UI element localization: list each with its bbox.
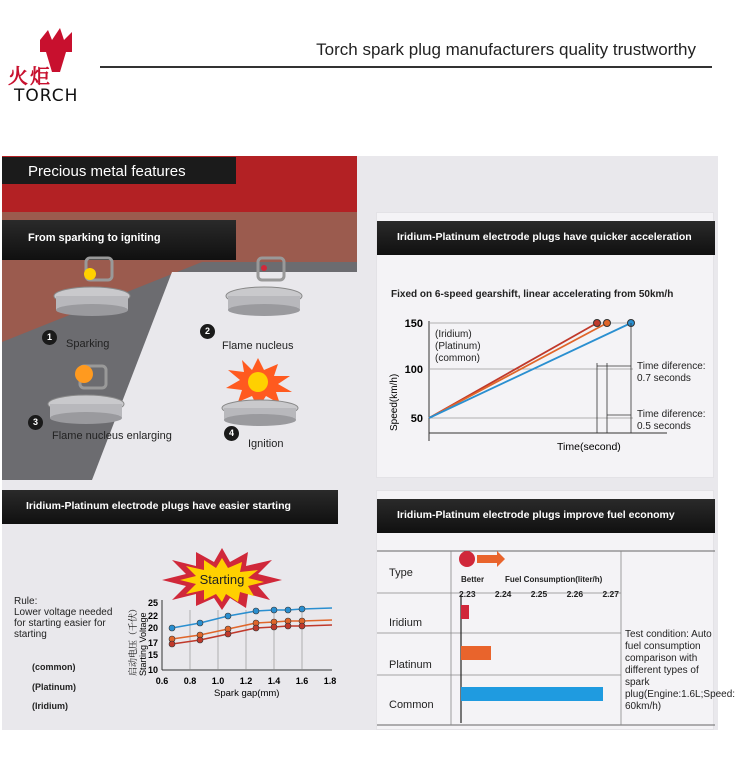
point-iridium	[594, 320, 601, 327]
ytick-10: 10	[147, 665, 158, 675]
igniting-panel	[2, 212, 357, 480]
spark-plug-4	[218, 358, 302, 430]
fuel-economy-panel	[376, 490, 735, 730]
legend-iridium: (Iridium)	[435, 329, 472, 340]
legend-common: (common)	[435, 353, 481, 364]
point-platinum	[604, 320, 611, 327]
better-label: Better	[461, 575, 485, 584]
bar-iridium	[461, 605, 469, 619]
step-2-label: Flame nucleus	[222, 340, 294, 352]
starting-panel	[2, 490, 357, 730]
legend-platinum: (Platinum)	[435, 341, 481, 352]
step-4-number: 4	[224, 426, 239, 441]
ytick-25: 25	[147, 598, 158, 608]
fuel-economy-heading: Iridium-Platinum electrode plugs improve fuel economy	[377, 499, 715, 533]
y-tick-50: 50	[410, 413, 423, 425]
step-2-number: 2	[200, 324, 215, 339]
starting-xlabel: Spark gap(mm)	[214, 688, 280, 699]
acceleration-xlabel: Time(second)	[557, 441, 621, 453]
acceleration-chart	[377, 303, 715, 479]
row-label-iridium: Iridium	[389, 617, 423, 629]
fuel-consumption-label: Fuel Consumption(liter/h)	[505, 575, 603, 584]
poster-title: Precious metal features	[2, 157, 236, 184]
bar-common	[461, 687, 603, 701]
column-type: Type	[389, 567, 413, 579]
starting-ylabel: Starting Voltage	[138, 612, 148, 676]
step-3-number: 3	[28, 415, 43, 430]
row-label-common: Common	[389, 699, 434, 711]
acceleration-panel	[376, 212, 714, 478]
y-tick-150: 150	[404, 318, 423, 330]
time-difference-note-1: Time diference: 0.7 seconds	[637, 361, 706, 384]
y-tick-100: 100	[404, 364, 423, 376]
logo-chinese-text: 火炬	[8, 66, 52, 88]
step-1-label: Sparking	[66, 338, 110, 350]
acceleration-heading: Iridium-Platinum electrode plugs have quicker acceleration	[377, 221, 715, 255]
logo-text: TORCH	[14, 86, 79, 106]
starting-rule: Rule: Lower voltage needed for starting easier for starting	[14, 596, 113, 640]
test-condition: Test condition: Auto fuel consumption comparison with different types of spark plug(Engine:1.6L;Speed: 60km/h)	[625, 629, 735, 712]
starting-legend-iridium: (Iridium)	[32, 701, 68, 711]
acceleration-legend	[435, 329, 481, 365]
xtick-18: 1.8	[323, 676, 337, 686]
better-indicator-icon	[459, 551, 475, 567]
starting-legend-common: (common)	[32, 662, 76, 672]
igniting-heading: From sparking to igniting	[2, 220, 236, 260]
bar-platinum	[461, 646, 491, 660]
spark-plug-1	[52, 252, 132, 322]
acceleration-ylabel: Speed(km/h)	[389, 373, 400, 431]
starting-burst-label: Starting	[199, 572, 245, 587]
header-divider	[100, 66, 712, 68]
xtick-14: 1.4	[267, 676, 281, 686]
xtick-10: 1.0	[211, 676, 225, 686]
starting-heading: Iridium-Platinum electrode plugs have easier starting	[2, 490, 338, 524]
xtick-12: 1.2	[239, 676, 253, 686]
step-4-label: Ignition	[248, 438, 284, 450]
starting-legend-platinum: (Platinum)	[32, 682, 76, 692]
acceleration-subtitle: Fixed on 6-speed gearshift, linear accelerating from 50km/h	[391, 289, 674, 300]
row-label-platinum: Platinum	[389, 659, 432, 671]
ytick-15: 15	[147, 650, 158, 660]
spark-plug-2	[224, 252, 304, 322]
starting-line-iridium	[172, 625, 332, 644]
ytick-22: 22	[147, 611, 158, 621]
better-arrow-icon	[477, 551, 505, 567]
spark-plug-3	[46, 360, 126, 430]
fuel-scale: 2.23 2.24 2.25 2.26 2.27	[459, 589, 619, 599]
page-tagline: Torch spark plug manufacturers quality trustworthy	[316, 40, 696, 59]
time-difference-note-2: Time diference: 0.5 seconds	[637, 409, 706, 432]
ytick-17: 17	[147, 638, 158, 648]
ytick-20: 20	[147, 623, 158, 633]
starting-ylabel-cn: 启动电压（千伏）	[128, 603, 138, 676]
xtick-16: 1.6	[295, 676, 309, 686]
xtick-08: 0.8	[183, 676, 197, 686]
xtick-06: 0.6	[155, 676, 169, 686]
starting-chart	[122, 596, 357, 720]
step-1-number: 1	[42, 330, 57, 345]
step-3-label: Flame nucleus enlarging	[52, 430, 172, 442]
